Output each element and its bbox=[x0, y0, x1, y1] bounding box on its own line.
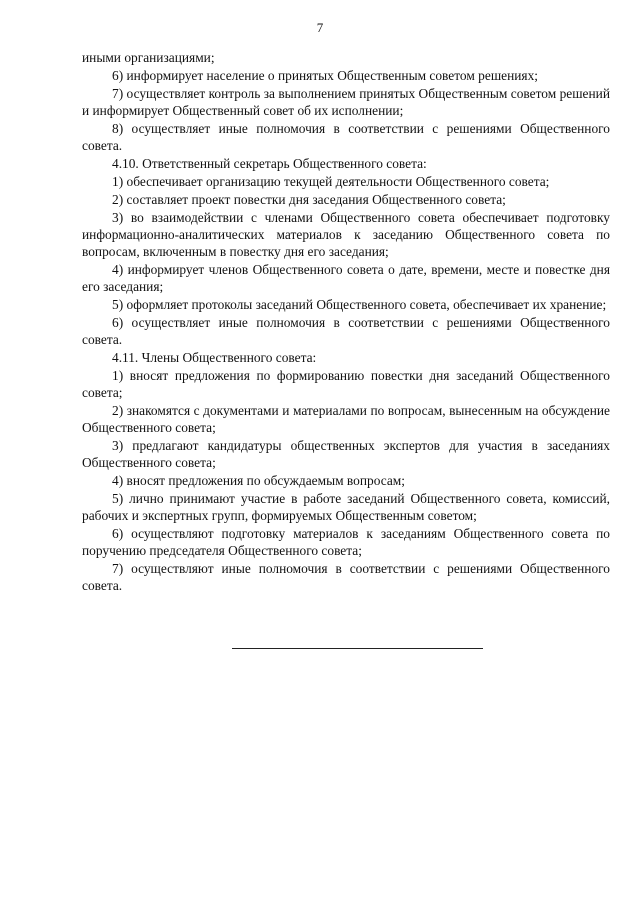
list-item: 5) лично принимают участие в работе заседаний Общественного совета, комиссий, рабочих и экспертных групп, формируемых Общественным советом; bbox=[82, 491, 610, 523]
list-item: 7) осуществляет контроль за выполнением принятых Общественным советом решений и информирует Общественный совет об их исполнении; bbox=[82, 86, 610, 118]
list-item: 1) вносят предложения по формированию повестки дня заседаний Общественного совета; bbox=[82, 368, 610, 400]
section-heading: 4.11. Члены Общественного совета: bbox=[112, 350, 317, 365]
separator-line bbox=[232, 648, 483, 649]
document-body bbox=[82, 49, 610, 595]
list-item: 5) оформляет протоколы заседаний Общественного совета, обеспечивает их хранение; bbox=[112, 297, 607, 312]
list-item: 4) вносят предложения по обсуждаемым вопросам; bbox=[112, 473, 405, 488]
list-item: 1) обеспечивает организацию текущей деятельности Общественного совета; bbox=[112, 174, 550, 189]
list-item: 6) осуществляют подготовку материалов к заседаниям Общественного совета по поручению председателя Общественного совета; bbox=[82, 526, 610, 558]
list-item: 2) знакомятся с документами и материалами по вопросам, вынесенным на обсуждение Общественного совета; bbox=[82, 403, 610, 435]
list-item: 6) осуществляет иные полномочия в соответствии с решениями Общественного совета. bbox=[82, 315, 610, 347]
section-heading: 4.10. Ответственный секретарь Общественного совета: bbox=[112, 156, 427, 171]
list-item: 7) осуществляют иные полномочия в соответствии с решениями Общественного совета. bbox=[82, 561, 610, 593]
list-item: 6) информирует население о принятых Общественным советом решениях; bbox=[112, 68, 538, 83]
paragraph: иными организациями; bbox=[82, 50, 215, 65]
list-item: 4) информирует членов Общественного совета о дате, времени, месте и повестке дня его заседания; bbox=[82, 262, 610, 294]
page-number: 7 bbox=[316, 20, 324, 35]
list-item: 8) осуществляет иные полномочия в соответствии с решениями Общественного совета. bbox=[82, 121, 610, 153]
list-item: 3) предлагают кандидатуры общественных экспертов для участия в заседаниях Общественного совета; bbox=[82, 438, 610, 470]
list-item: 2) составляет проект повестки дня заседания Общественного совета; bbox=[112, 192, 506, 207]
list-item: 3) во взаимодействии с членами Общественного совета обеспечивает подготовку информационно-аналитических материалов к заседанию Общественного совета по вопросам, включенным в повестку дня его заседания; bbox=[82, 210, 610, 259]
